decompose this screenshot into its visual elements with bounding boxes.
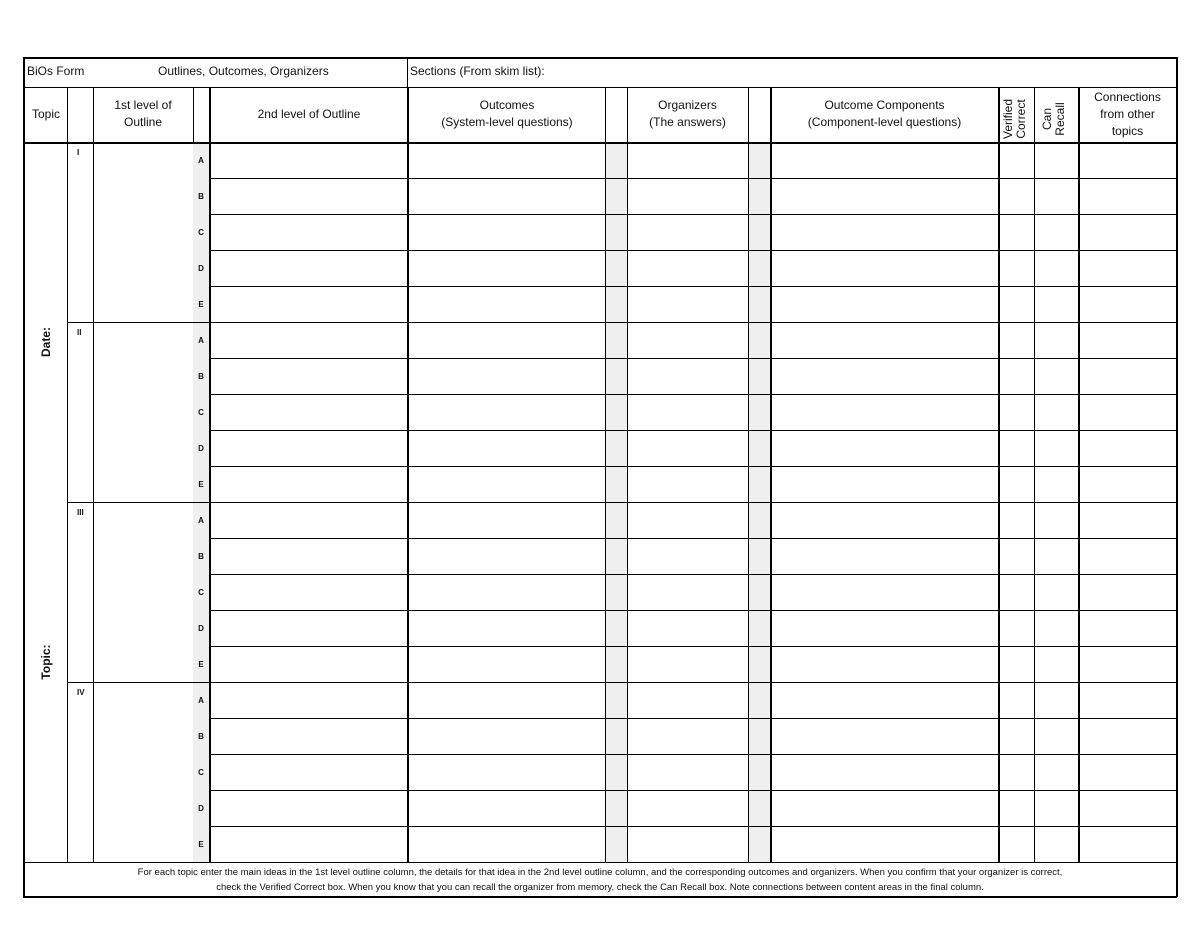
verified-checkbox[interactable]	[999, 395, 1034, 429]
connections-cell[interactable]	[1079, 179, 1176, 213]
verified-checkbox[interactable]	[999, 323, 1034, 357]
row-letter: D	[198, 624, 204, 633]
recall-checkbox[interactable]	[1035, 359, 1078, 393]
form-title: BiOs Form	[27, 64, 85, 78]
row-letter: D	[198, 804, 204, 813]
recall-checkbox[interactable]	[1035, 539, 1078, 573]
header-connections: Connections from other topics	[1094, 90, 1161, 138]
header-divider	[23, 87, 1176, 88]
second-level-cell[interactable]	[210, 791, 407, 825]
recall-checkbox[interactable]	[1035, 791, 1078, 825]
organizer-cell[interactable]	[628, 143, 748, 177]
recall-checkbox[interactable]	[1035, 215, 1078, 249]
row-letter: C	[198, 408, 204, 417]
header-second-level: 2nd level of Outline	[257, 107, 361, 121]
row-letter: C	[198, 228, 204, 237]
outcome-cell[interactable]	[408, 503, 605, 537]
instructions-line-2: check the Verified Correct box. When you know that you can recall the organizer from memory, check the Can Recall box. Note connections between content areas in the final column.	[216, 882, 984, 893]
verified-checkbox[interactable]	[999, 827, 1034, 861]
component-cell[interactable]	[771, 719, 998, 753]
verified-checkbox[interactable]	[999, 467, 1034, 501]
recall-checkbox[interactable]	[1035, 431, 1078, 465]
connections-cell[interactable]	[1079, 395, 1176, 429]
verified-checkbox[interactable]	[999, 719, 1034, 753]
connections-cell[interactable]	[1079, 143, 1176, 177]
verified-checkbox[interactable]	[999, 647, 1034, 681]
recall-checkbox[interactable]	[1035, 755, 1078, 789]
outcome-cell[interactable]	[408, 755, 605, 789]
verified-checkbox[interactable]	[999, 611, 1034, 645]
organizer-cell[interactable]	[628, 323, 748, 357]
title-divider	[407, 57, 408, 87]
second-level-cell[interactable]	[210, 395, 407, 429]
organizer-cell[interactable]	[628, 683, 748, 717]
row-letter: A	[198, 336, 204, 345]
section-numeral: I	[77, 148, 80, 157]
organizer-cell[interactable]	[628, 575, 748, 609]
outcome-cell[interactable]	[408, 143, 605, 177]
verified-checkbox[interactable]	[999, 287, 1034, 321]
section-numeral: II	[77, 328, 82, 337]
organizer-cell[interactable]	[628, 395, 748, 429]
component-cell[interactable]	[771, 359, 998, 393]
organizer-cell[interactable]	[628, 287, 748, 321]
second-level-cell[interactable]	[210, 647, 407, 681]
connections-cell[interactable]	[1079, 611, 1176, 645]
component-cell[interactable]	[771, 755, 998, 789]
second-level-cell[interactable]	[210, 503, 407, 537]
second-level-cell[interactable]	[210, 251, 407, 285]
connections-cell[interactable]	[1079, 467, 1176, 501]
col-divider-letter-header	[193, 87, 194, 142]
component-cell[interactable]	[771, 179, 998, 213]
recall-checkbox[interactable]	[1035, 467, 1078, 501]
component-cell[interactable]	[771, 827, 998, 861]
second-level-cell[interactable]	[210, 323, 407, 357]
component-cell[interactable]	[771, 467, 998, 501]
instructions-line-1: For each topic enter the main ideas in the 1st level outline column, the details for that idea in the 2nd level outline column, and the corresponding outcomes and organizers. When you confirm that your organizer is correct,	[137, 867, 1063, 878]
verified-checkbox[interactable]	[999, 251, 1034, 285]
header-first-level: 1st level of Outline	[114, 98, 172, 129]
second-level-cell[interactable]	[210, 683, 407, 717]
connections-cell[interactable]	[1079, 251, 1176, 285]
recall-checkbox[interactable]	[1035, 503, 1078, 537]
row-letter: E	[198, 840, 204, 849]
verified-checkbox[interactable]	[999, 431, 1034, 465]
second-level-cell[interactable]	[210, 719, 407, 753]
verified-checkbox[interactable]	[999, 755, 1034, 789]
connections-cell[interactable]	[1079, 575, 1176, 609]
component-cell[interactable]	[771, 503, 998, 537]
verified-checkbox[interactable]	[999, 791, 1034, 825]
organizer-cell[interactable]	[628, 251, 748, 285]
outcome-cell[interactable]	[408, 791, 605, 825]
frame-right	[1176, 57, 1178, 897]
connections-cell[interactable]	[1079, 827, 1176, 861]
organizer-cell[interactable]	[628, 359, 748, 393]
second-level-cell[interactable]	[210, 431, 407, 465]
component-cell[interactable]	[771, 791, 998, 825]
col-divider-organizers	[748, 87, 749, 862]
second-level-cell[interactable]	[210, 827, 407, 861]
first-level-cell[interactable]	[94, 683, 192, 861]
outcome-cell[interactable]	[408, 467, 605, 501]
organizer-cell[interactable]	[628, 827, 748, 861]
outcome-cell[interactable]	[408, 215, 605, 249]
verified-checkbox[interactable]	[999, 215, 1034, 249]
outcome-cell[interactable]	[408, 323, 605, 357]
verified-checkbox[interactable]	[999, 179, 1034, 213]
outcome-cell[interactable]	[408, 827, 605, 861]
organizer-cell[interactable]	[628, 611, 748, 645]
organizer-cell[interactable]	[628, 215, 748, 249]
second-level-cell[interactable]	[210, 755, 407, 789]
connections-cell[interactable]	[1079, 539, 1176, 573]
outcome-cell[interactable]	[408, 683, 605, 717]
recall-checkbox[interactable]	[1035, 683, 1078, 717]
connections-cell[interactable]	[1079, 719, 1176, 753]
component-cell[interactable]	[771, 395, 998, 429]
component-cell[interactable]	[771, 611, 998, 645]
row-letter: E	[198, 480, 204, 489]
row-letter: E	[198, 300, 204, 309]
frame-top	[23, 57, 1177, 59]
connections-cell[interactable]	[1079, 287, 1176, 321]
recall-checkbox[interactable]	[1035, 827, 1078, 861]
outcome-cell[interactable]	[408, 431, 605, 465]
connections-cell[interactable]	[1079, 359, 1176, 393]
component-cell[interactable]	[771, 683, 998, 717]
topic-label: Topic:	[39, 644, 53, 680]
outcome-cell[interactable]	[408, 575, 605, 609]
row-letter: A	[198, 516, 204, 525]
row-letter: B	[198, 732, 204, 741]
recall-checkbox[interactable]	[1035, 395, 1078, 429]
second-level-cell[interactable]	[210, 359, 407, 393]
section-numeral: IV	[77, 688, 85, 697]
row-letter: A	[198, 696, 204, 705]
connections-cell[interactable]	[1079, 431, 1176, 465]
component-cell[interactable]	[771, 251, 998, 285]
row-letter: E	[198, 660, 204, 669]
header-outcomes: Outcomes (System-level questions)	[441, 98, 573, 129]
second-level-cell[interactable]	[210, 179, 407, 213]
recall-checkbox[interactable]	[1035, 287, 1078, 321]
header-organizers: Organizers (The answers)	[649, 98, 726, 129]
recall-checkbox[interactable]	[1035, 575, 1078, 609]
organizer-cell[interactable]	[628, 467, 748, 501]
verified-checkbox[interactable]	[999, 503, 1034, 537]
sections-label: Sections (From skim list):	[410, 64, 545, 78]
outcome-cell[interactable]	[408, 611, 605, 645]
organizer-cell[interactable]	[628, 179, 748, 213]
connections-cell[interactable]	[1079, 683, 1176, 717]
recall-checkbox[interactable]	[1035, 143, 1078, 177]
section-numeral: III	[77, 508, 84, 517]
organizer-cell[interactable]	[628, 539, 748, 573]
component-cell[interactable]	[771, 431, 998, 465]
recall-checkbox[interactable]	[1035, 251, 1078, 285]
row-letter: A	[198, 156, 204, 165]
outcome-cell[interactable]	[408, 395, 605, 429]
first-level-cell[interactable]	[94, 323, 192, 501]
second-level-cell[interactable]	[210, 215, 407, 249]
outcome-cell[interactable]	[408, 359, 605, 393]
connections-cell[interactable]	[1079, 755, 1176, 789]
second-level-cell[interactable]	[210, 467, 407, 501]
row-letter: B	[198, 372, 204, 381]
verified-checkbox[interactable]	[999, 575, 1034, 609]
component-cell[interactable]	[771, 575, 998, 609]
col-divider-topic	[67, 87, 68, 862]
date-label: Date:	[39, 327, 53, 358]
verified-checkbox[interactable]	[999, 539, 1034, 573]
component-cell[interactable]	[771, 539, 998, 573]
row-letter: B	[198, 552, 204, 561]
connections-cell[interactable]	[1079, 323, 1176, 357]
verified-checkbox[interactable]	[999, 683, 1034, 717]
frame-bottom	[23, 896, 1177, 898]
header-topic: Topic	[31, 107, 60, 121]
outcome-cell[interactable]	[408, 179, 605, 213]
connections-cell[interactable]	[1079, 503, 1176, 537]
verified-checkbox[interactable]	[999, 143, 1034, 177]
row-letter: D	[198, 264, 204, 273]
connections-cell[interactable]	[1079, 647, 1176, 681]
frame-left	[23, 57, 25, 897]
recall-checkbox[interactable]	[1035, 719, 1078, 753]
component-cell[interactable]	[771, 287, 998, 321]
second-level-cell[interactable]	[210, 575, 407, 609]
outcome-cell[interactable]	[408, 539, 605, 573]
second-level-cell[interactable]	[210, 539, 407, 573]
outcome-cell[interactable]	[408, 251, 605, 285]
outcome-cell[interactable]	[408, 719, 605, 753]
second-level-cell[interactable]	[210, 287, 407, 321]
header-outcome-components: Outcome Components (Component-level questions)	[807, 98, 962, 129]
organizer-cell[interactable]	[628, 431, 748, 465]
organizer-cell[interactable]	[628, 503, 748, 537]
second-level-cell[interactable]	[210, 611, 407, 645]
outcome-cell[interactable]	[408, 287, 605, 321]
outcome-cell[interactable]	[408, 647, 605, 681]
component-cell[interactable]	[771, 143, 998, 177]
form-subtitle: Outlines, Outcomes, Organizers	[158, 64, 329, 78]
connections-cell[interactable]	[1079, 215, 1176, 249]
recall-checkbox[interactable]	[1035, 179, 1078, 213]
first-level-cell[interactable]	[94, 143, 192, 321]
col-divider-outcomes	[605, 87, 606, 862]
organizer-cell[interactable]	[628, 755, 748, 789]
row-letter: C	[198, 768, 204, 777]
body-bottom-divider	[23, 862, 1176, 863]
recall-checkbox[interactable]	[1035, 323, 1078, 357]
organizer-cell[interactable]	[628, 647, 748, 681]
verified-checkbox[interactable]	[999, 359, 1034, 393]
connections-cell[interactable]	[1079, 791, 1176, 825]
first-level-cell[interactable]	[94, 503, 192, 681]
header-can-recall: Can Recall	[1040, 102, 1067, 136]
component-cell[interactable]	[771, 323, 998, 357]
recall-checkbox[interactable]	[1035, 647, 1078, 681]
recall-checkbox[interactable]	[1035, 611, 1078, 645]
row-letter: D	[198, 444, 204, 453]
component-cell[interactable]	[771, 647, 998, 681]
organizer-cell[interactable]	[628, 719, 748, 753]
second-level-cell[interactable]	[210, 143, 407, 177]
row-letter: C	[198, 588, 204, 597]
organizer-cell[interactable]	[628, 791, 748, 825]
header-verified-correct: Verified Correct	[1001, 98, 1028, 140]
row-letter: B	[198, 192, 204, 201]
component-cell[interactable]	[771, 215, 998, 249]
